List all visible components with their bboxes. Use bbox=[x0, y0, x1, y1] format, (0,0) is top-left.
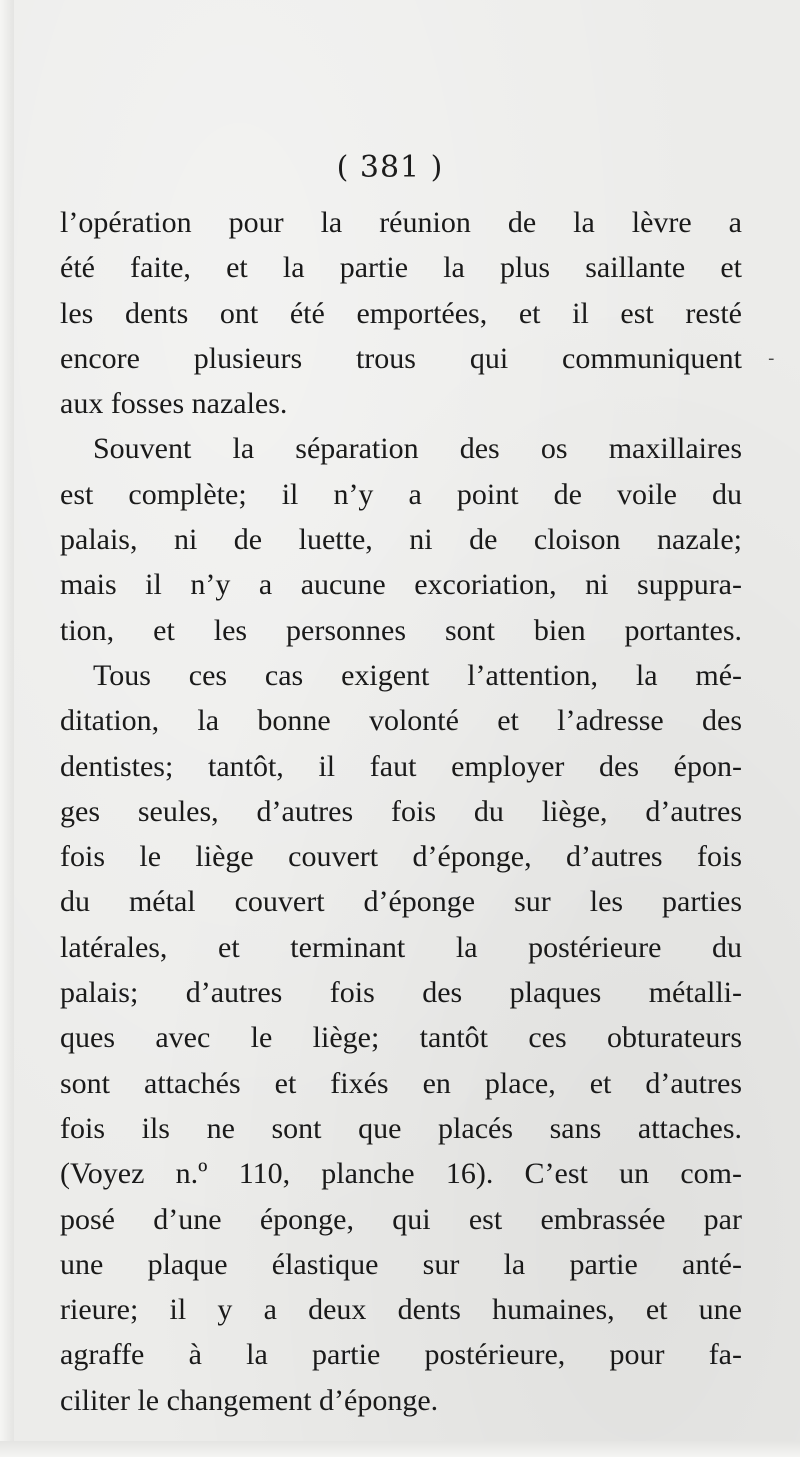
body-text bbox=[60, 200, 742, 1423]
text-line: du métal couvert d’éponge sur les parties bbox=[60, 885, 742, 919]
text-line: ciliter le changement d’éponge. bbox=[60, 1383, 439, 1417]
paragraph bbox=[60, 426, 742, 652]
text-line: été faite, et la partie la plus saillante et bbox=[60, 251, 742, 285]
paragraph bbox=[60, 200, 742, 426]
text-line: Tous ces cas exigent l’attention, la mé- bbox=[93, 658, 742, 692]
margin-mark: - bbox=[768, 348, 775, 369]
text-line: palais, ni de luette, ni de cloison nazale; bbox=[60, 523, 742, 557]
text-line: Souvent la séparation des os maxillaires bbox=[93, 432, 742, 466]
text-line: tion, et les personnes sont bien portantes. bbox=[60, 613, 742, 647]
page-number: ( 381 ) bbox=[336, 150, 444, 185]
text-line: sont attachés et fixés en place, et d’autres bbox=[60, 1066, 742, 1100]
text-line: fois le liège couvert d’éponge, d’autres fois bbox=[60, 840, 742, 874]
text-line: est complète; il n’y a point de voile du bbox=[60, 477, 742, 511]
text-line: les dents ont été emportées, et il est resté bbox=[60, 296, 742, 330]
text-line: mais il n’y a aucune excoriation, ni suppura- bbox=[60, 568, 742, 602]
text-line: ditation, la bonne volonté et l’adresse des bbox=[60, 704, 742, 738]
text-line: aux fosses nazales. bbox=[60, 387, 288, 421]
text-line: une plaque élastique sur la partie anté- bbox=[60, 1247, 742, 1281]
page-left-edge bbox=[0, 0, 14, 1457]
text-line: dentistes; tantôt, il faut employer des épon- bbox=[60, 749, 742, 783]
text-line: ges seules, d’autres fois du liège, d’autres bbox=[60, 794, 742, 828]
text-line: latérales, et terminant la postérieure du bbox=[60, 930, 742, 964]
text-line: (Voyez n.º 110, planche 16). C’est un com- bbox=[60, 1157, 742, 1191]
text-line: posé d’une éponge, qui est embrassée par bbox=[60, 1202, 742, 1236]
text-line: fois ils ne sont que placés sans attaches. bbox=[60, 1111, 742, 1145]
paragraph bbox=[60, 653, 742, 1423]
text-line: encore plusieurs trous qui communiquent bbox=[60, 341, 742, 375]
text-line: l’opération pour la réunion de la lèvre a bbox=[60, 206, 742, 239]
text-line: ques avec le liège; tantôt ces obturateurs bbox=[60, 1021, 742, 1055]
text-line: agraffe à la partie postérieure, pour fa- bbox=[60, 1338, 742, 1372]
text-line: palais; d’autres fois des plaques métalli- bbox=[60, 976, 742, 1010]
page-bottom-edge bbox=[0, 1441, 800, 1457]
text-line: rieure; il y a deux dents humaines, et une bbox=[60, 1293, 742, 1327]
